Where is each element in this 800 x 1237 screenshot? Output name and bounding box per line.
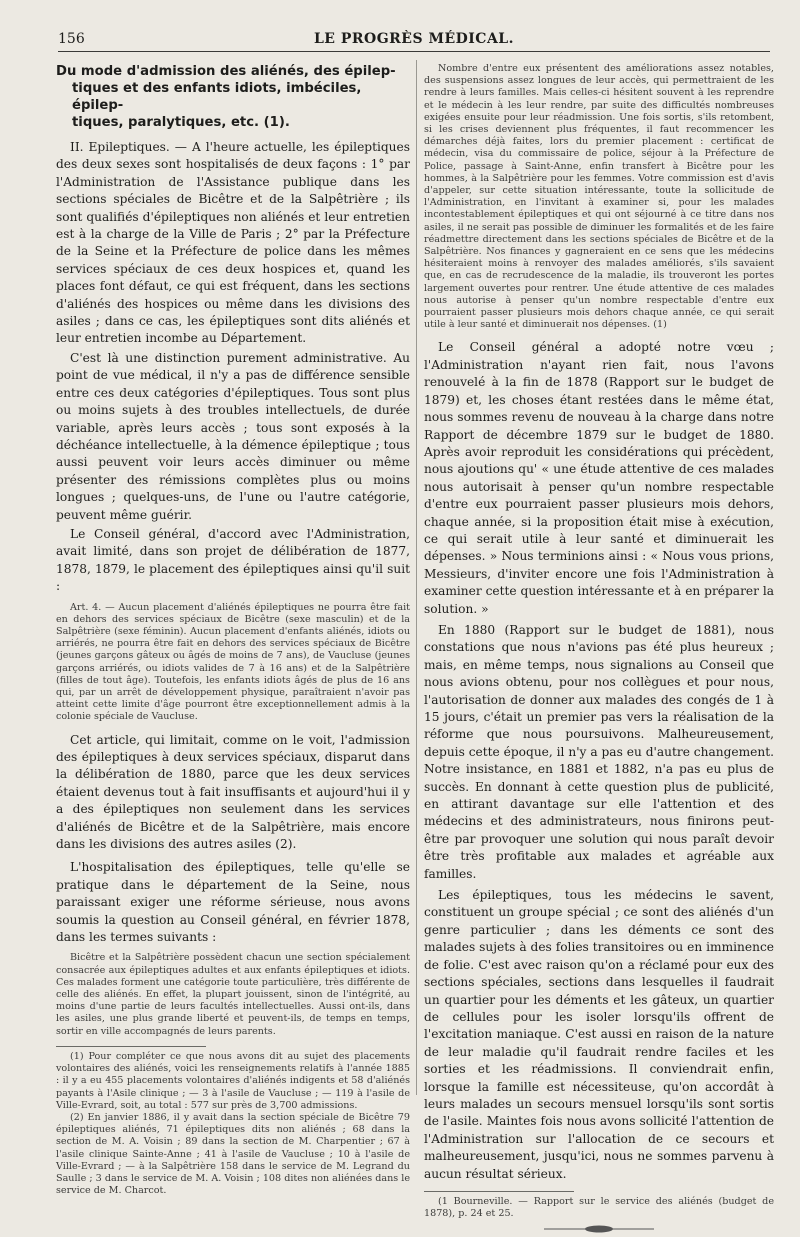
paragraph-voeu: Le Conseil général a adopté notre vœu ; l'Administration n'ayant rien fait, nous l'avons renouvelé à la fin de 1878 (Rapport sur le budget de 1879) et, les choses étant restées dans le même état, nous sommes revenu de nouveau à la charge dans notre Rapport de décembre 1879 sur le budget de 1880. Après avoir reproduit les considérations qui précèdent, nous ajoutions qu' « une étude attentive de ces malades nous autorisait à penser qu'un nombre respectable d'entre eux pourraient passer plusieurs mois dehors, chaque année, si la proposition était mise à exécution, ce qui serait utile à leur santé et diminuerait les dépenses. » Nous terminions ainsi : « Nous vous prions, Messieurs, d'inviter encore une fois l'Administration à examiner cette question intéressante et à en préparer la solution. » [424, 340, 774, 616]
title-line-3: tiques, paralytiques, etc. (1). [72, 115, 290, 130]
footnote-2: (2) En janvier 1886, il y avait dans la section spéciale de Bicêtre 79 épileptiques aliénés, 71 épileptiques dits non aliénés ; 68 dans la section de M. A. Voisin ; 89 dans la section de M. Charpentier ; 67 à l'asile clinique Sainte-Anne ; 41 à l'asile de Vaucluse ; 10 à l'asile de Ville-Evrard ; — à la Salpêtrière 158 dans le service de M. Legrand du Saulle ; 3 dans le service de M. A. Voisin ; 108 dites non aliénées dans le service de M. Charcot. [56, 1111, 410, 1197]
fleuron-ornament [544, 1224, 654, 1234]
footnote-1: (1) Pour compléter ce que nous avons dit au sujet des placements volontaires des aliénés, voici les renseignements relatifs à l'année 1885 : il y a eu 455 placements volontaires d'aliénés indigents et 58 d'aliénés payants à l'Asile clinique ; — 3 à l'asile de Vaucluse ; — 119 à l'asile de Ville-Evrard, soit, au total : 577 sur près de 3,700 admissions. [56, 1050, 410, 1111]
footnote-separator [56, 1046, 206, 1047]
page-number: 156 [58, 31, 85, 47]
paragraph-conseil: Le Conseil général, d'accord avec l'Administration, avait limité, dans son projet de délibération de 1877, 1878, 1879, le placement des épileptiques ainsi qu'il suit : [56, 526, 410, 594]
paragraph-hospitalisation: L'hospitalisation des épileptiques, telle qu'elle se pratique dans le département de la Seine, nous paraissant exiger une réforme sérieuse, nous avons soumis la question au Conseil général, en février 1878, dans les termes suivants : [56, 860, 410, 945]
paragraph-distinction: C'est là une distinction purement administrative. Au point de vue médical, il n'y a pas de différence sensible entre ces deux catégories d'épileptiques. Tous sont plus ou moins sujets à des troubles intellectuels, de durée variable, après leurs accès ; tous sont exposés à la déchéance intellectuelle, à la démence épileptique ; tous aussi peuvent voir leurs accès diminuer ou même présenter des rémissions complètes plus ou moins longues ; quelques-uns, de l'une ou l'autre catégorie, peuvent même guérir. [56, 350, 410, 522]
quote-bicetre: Bicêtre et la Salpêtrière possèdent chacun une section spécialement consacrée aux épileptiques adultes et aux enfants épileptiques et idiots. Ces malades forment une catégorie toute particulière, très différente de celle des aliénés. En effet, la plupart jouissent, sinon de l'intégrité, au moins d'une partie de leurs facultés intellectuelles. Aussi ont-ils, dans les asiles, une plus grande liberté et peuvent-ils, de temps en temps, sortir en ville accompagnés de leurs parents. [56, 952, 410, 1037]
paragraph-epileptiques: II. Epileptiques. — A l'heure actuelle, les épileptiques des deux sexes sont hospitalisés de deux façons : 1° par l'Administration de l'Assistance publique dans les sections spéciales de Bicêtre et de la Salpêtrière ; ils sont qualifiés d'épileptiques non aliénés et leur entretien est à la charge de la Ville de Paris ; 2° par la Préfecture de la Seine et la Préfecture de police dans les mêmes services spéciaux de ces deux hospices et, quand les places font défaut, ce qui est fréquent, dans les sections d'aliénés des hospices ou même dans les divisions des asiles ; dans ce cas, les épileptiques sont dits aliénés et leur entretien incombe au Département. [56, 140, 410, 346]
quote-continuation: Nombre d'entre eux présentent des améliorations assez notables, des suspensions assez longues de leur accès, qui permettraient de les rendre à leurs familles. Mais celles-ci hésitent souvent à les reprendre et le médecin à les leur rendre, par suite des difficultés nombreuses exigées ensuite pour leur réadmission. Une fois sortis, s'ils retombent, si les crises deviennent plus fréquentes, il faut recommencer les démarches déjà faites, lors du premier placement : certificat de médecin, visa du commissaire de police, séjour à la Préfecture de Police, passage à Saint-Anne, enfin transfert à Bicêtre pour les hommes, à la Salpêtrière pour les femmes. Votre commission est d'avis d'appeler, sur cette situation intéressante, toute la sollicitude de l'Administration, en l'invitant à examiner si, pour les malades incontestablement épileptiques et qui ont séjourné à ce titre dans nos asiles, il ne serait pas possible de diminuer les formalités et de les faire réadmettre directement dans les sections spéciales de Bicêtre et de la Salpêtrière. Nos finances y gagneraient en ce sens que les médecins hésiteraient moins à renvoyer des malades améliorés, s'ils savaient que, en cas de recrudescence de la maladie, ils trouveront les portes largement ouvertes pour rentrer. Une étude attentive de ces malades nous autorise à penser qu'un nombre respectable d'entre eux pourraient passer plusieurs mois dehors chaque année, ce qui serait utile à leur santé et diminuerait nos dépenses. (1) [424, 63, 774, 331]
footnote-separator-right [424, 1191, 574, 1192]
column-divider [416, 60, 417, 1095]
title-line-2: tiques et des enfants idiots, imbéciles, épilep- [72, 81, 362, 113]
quote-article-4: Art. 4. — Aucun placement d'aliénés épileptiques ne pourra être fait en dehors des services spéciaux de Bicêtre (sexe masculin) et de la Salpêtrière (sexe féminin). Aucun placement d'enfants aliénés, idiots ou arriérés, ne pourra être fait en dehors des services spéciaux de Bicêtre (jeunes garçons gâteux ou âgés de moins de 7 ans), de Vaucluse (jeunes garçons arriérés, ou idiots valides de 7 à 16 ans) et de la Salpêtrière (filles de tout âge). Toutefois, les enfants idiots âgés de plus de 16 ans qui, par un arrêt de développement physique, paraîtraient n'avoir pas atteint cette limite d'âge pourront être exceptionnellement admis à la colonie spéciale de Vaucluse. [56, 601, 410, 723]
right-column [424, 63, 774, 1237]
left-column [56, 63, 410, 1197]
paragraph-article-limitait: Cet article, qui limitait, comme on le voit, l'admission des épileptiques à deux services spéciaux, disparut dans la délibération de 1880, parce que les deux services étaient devenus tout à fait insuffisants et aujourd'hui il y a des épileptiques non seulement dans les services d'aliénés de Bicêtre et de la Salpêtrière, mais encore dans les divisions des autres asiles (2). [56, 732, 410, 852]
ornament-divider [424, 1224, 774, 1237]
article-title [56, 63, 410, 131]
footnote-bourneville: (1 Bourneville. — Rapport sur le service des aliénés (budget de 1878), p. 24 et 25. [424, 1195, 774, 1220]
title-line-1: Du mode d'admission des aliénés, des épilep- [56, 64, 396, 79]
running-header [58, 31, 770, 52]
paragraph-groupe-special: Les épileptiques, tous les médecins le savent, constituent un groupe spécial ; ce sont des aliénés d'un genre particulier ; dans les déments ce sont des malades sujets à des folies transitoires ou en imminence de folie. C'est avec raison qu'on a réclamé pour eux des sections spéciales, sections dans lesquelles il faudrait un quartier pour les déments et les gâteux, un quartier de cellules pour les isoler lorsqu'ils offrent de l'excitation maniaque. C'est aussi en raison de la nature de leur maladie qu'il faudrait rendre faciles et les sorties et les réadmissions. Il conviendrait enfin, lorsque la famille est nécessiteuse, qu'on accordât à leurs malades un secours mensuel lorsqu'ils sont sortis de l'asile. Maintes fois nous avons sollicité l'attention de l'Administration sur l'allocation de ce secours et malheureusement, jusqu'ici, nous ne sommes parvenu à aucun résultat sérieux. [424, 888, 774, 1181]
journal-title: LE PROGRÈS MÉDICAL. [313, 31, 515, 47]
paragraph-1880: En 1880 (Rapport sur le budget de 1881), nous constations que nous n'avions pas été plus heureux ; mais, en même temps, nous signalions au Conseil que nous avions obtenu, pour nos collègues et pour nous, l'autorisation de donner aux malades des congés de 1 à 15 jours, c'était un premier pas vers la réalisation de la réforme que nous poursuivons. Malheureusement, depuis cette époque, il n'y a pas eu d'autre changement. Notre insistance, en 1881 et 1882, n'a pas eu plus de succès. En donnant à cette question plus de publicité, en attirant davantage sur elle l'attention et des médecins et des administrateurs, nous finirons peut-être par provoquer une solution qui nous paraît devoir être très profitable aux malades et agréable aux familles. [424, 622, 774, 881]
